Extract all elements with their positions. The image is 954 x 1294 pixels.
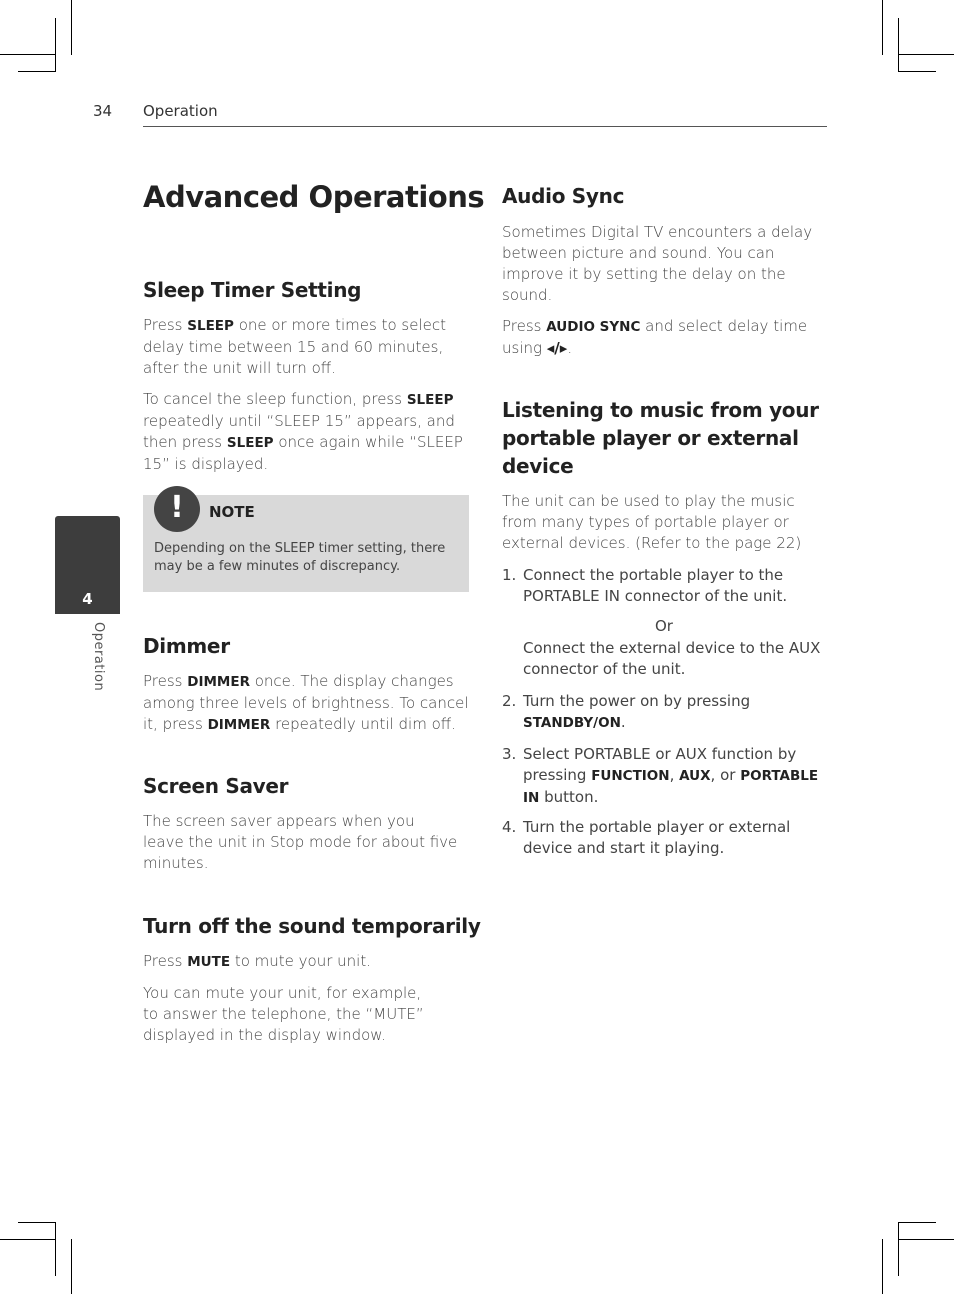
sleep-heading: Sleep Timer Setting — [143, 278, 362, 302]
key-sleep: SLEEP — [187, 318, 234, 334]
exclamation-icon: ! — [154, 486, 200, 532]
key-sleep: SLEEP — [226, 435, 274, 451]
sleep-paragraph-2: To cancel the sleep function, press SLEEP repeatedly until “SLEEP 15” appears, and then press SLEEP once again while “SLEEP 15” is displayed. — [143, 390, 463, 473]
page-title: Advanced Operations — [143, 180, 485, 214]
note-title: NOTE — [209, 503, 255, 521]
key-dimmer: DIMMER — [187, 674, 250, 690]
sleep-paragraph-1: Press SLEEP one or more times to select delay time between 15 and 60 minutes, after the unit will turn off. — [143, 316, 446, 377]
running-header: Operation — [143, 102, 218, 120]
listening-paragraph: The unit can be used to play the music from many types of portable player or external devices. (Refer to the page 22) — [502, 492, 802, 552]
dimmer-heading: Dimmer — [143, 634, 230, 658]
screensaver-paragraph: The screen saver appears when you leave the unit in Stop mode for about five minutes. — [143, 812, 458, 872]
note-box — [143, 490, 469, 592]
mute-heading: Turn off the sound temporarily — [143, 914, 481, 938]
page-number: 34 — [93, 102, 113, 120]
header-rule — [143, 126, 827, 127]
list-item: 2. Turn the power on by pressing STANDBY/ON. — [502, 692, 751, 731]
key-function: FUNCTION — [591, 768, 670, 784]
key-portable-in: PORTABLE IN — [523, 768, 819, 806]
list-item: 4. Turn the portable player or external device and start it playing. — [502, 818, 791, 857]
audiosync-heading: Audio Sync — [502, 184, 625, 208]
chapter-number: 4 — [82, 590, 93, 608]
or-separator: Or — [655, 617, 673, 635]
note-text: Depending on the SLEEP timer setting, there may be a few minutes of discrepancy. — [154, 541, 446, 574]
chapter-tab — [55, 516, 120, 614]
list-item: Connect the external device to the AUX connector of the unit. — [523, 639, 821, 678]
dimmer-paragraph: Press DIMMER once. The display changes among three levels of brightness. To cancel it, press DIMMER repeatedly until dim off. — [143, 672, 469, 733]
listening-heading: Listening to music from your portable player or external device — [502, 398, 819, 478]
key-standby-on: STANDBY/ON — [523, 715, 621, 731]
key-audio-sync: AUDIO SYNC — [546, 319, 641, 335]
chapter-label: Operation — [91, 622, 106, 692]
key-sleep: SLEEP — [406, 392, 454, 408]
left-right-arrow-icon: ◂/▸ — [546, 339, 568, 357]
audiosync-paragraph-2: Press AUDIO SYNC and select delay time using ◂/▸. — [502, 317, 808, 357]
key-dimmer: DIMMER — [207, 717, 271, 733]
mute-paragraph-1: Press MUTE to mute your unit. — [143, 952, 371, 970]
audiosync-paragraph-1: Sometimes Digital TV encounters a delay between picture and sound. You can improve it by setting the delay on the sound. — [502, 223, 813, 304]
list-item: 1. Connect the portable player to the PORTABLE IN connector of the unit. — [502, 566, 788, 605]
list-item: 3. Select PORTABLE or AUX function by pressing FUNCTION, AUX, or PORTABLE IN button. — [502, 745, 819, 806]
mute-paragraph-2: You can mute your unit, for example, to answer the telephone, the “MUTE” displayed in the display window. — [143, 984, 424, 1044]
key-mute: MUTE — [187, 954, 231, 970]
key-aux: AUX — [679, 768, 711, 784]
screensaver-heading: Screen Saver — [143, 774, 289, 798]
